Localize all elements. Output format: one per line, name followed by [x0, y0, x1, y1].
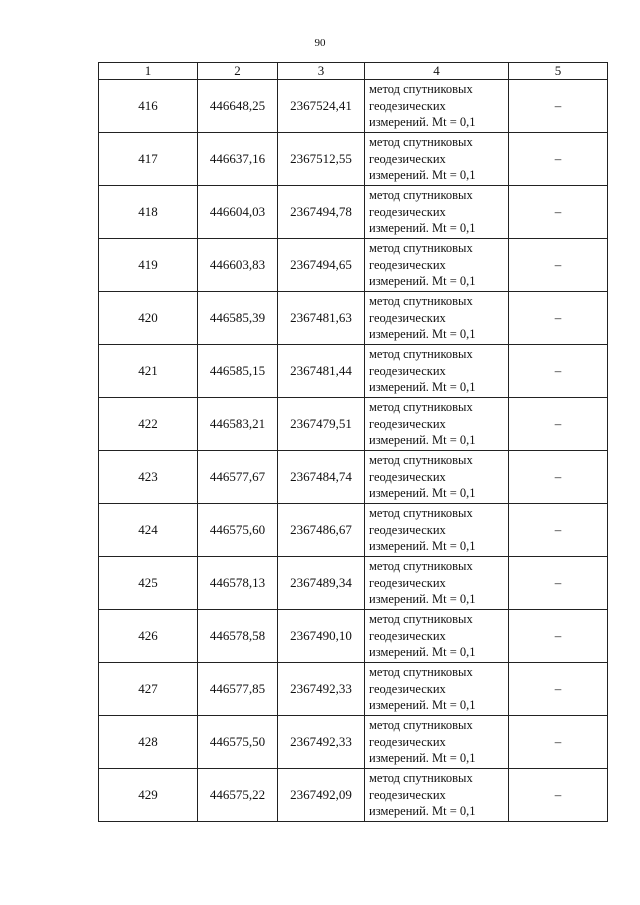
- method-line: измерений. Mt = 0,1: [369, 274, 476, 289]
- note-cell: –: [509, 345, 608, 398]
- y-coordinate-cell: 2367490,10: [278, 610, 365, 663]
- point-number-cell: 429: [99, 769, 198, 822]
- method-line: геодезических: [369, 787, 446, 802]
- y-coordinate-cell: 2367486,67: [278, 504, 365, 557]
- method-line: геодезических: [369, 310, 446, 325]
- method-line: метод спутниковых: [369, 82, 473, 97]
- method-line: геодезических: [369, 522, 446, 537]
- table-row: [99, 504, 608, 557]
- table-row: [99, 663, 608, 716]
- column-header-1: 1: [99, 63, 198, 80]
- method-line: метод спутниковых: [369, 294, 473, 309]
- table-row: [99, 398, 608, 451]
- x-coordinate-cell: 446585,15: [198, 345, 278, 398]
- method-line: геодезических: [369, 151, 446, 166]
- method-cell: [365, 133, 509, 186]
- note-cell: –: [509, 133, 608, 186]
- method-cell: [365, 663, 509, 716]
- method-line: геодезических: [369, 416, 446, 431]
- method-cell: [365, 451, 509, 504]
- point-number-cell: 416: [99, 80, 198, 133]
- method-line: метод спутниковых: [369, 665, 473, 680]
- method-cell: [365, 504, 509, 557]
- method-line: измерений. Mt = 0,1: [369, 751, 476, 766]
- table-row: [99, 769, 608, 822]
- point-number-cell: 421: [99, 345, 198, 398]
- method-line: измерений. Mt = 0,1: [369, 486, 476, 501]
- method-cell: [365, 292, 509, 345]
- table-row: [99, 451, 608, 504]
- point-number-cell: 424: [99, 504, 198, 557]
- y-coordinate-cell: 2367492,33: [278, 716, 365, 769]
- note-cell: –: [509, 663, 608, 716]
- method-line: метод спутниковых: [369, 135, 473, 150]
- method-line: метод спутниковых: [369, 559, 473, 574]
- method-line: метод спутниковых: [369, 400, 473, 415]
- method-line: геодезических: [369, 469, 446, 484]
- x-coordinate-cell: 446578,58: [198, 610, 278, 663]
- method-line: геодезических: [369, 204, 446, 219]
- point-number-cell: 419: [99, 239, 198, 292]
- method-line: измерений. Mt = 0,1: [369, 221, 476, 236]
- method-cell: [365, 345, 509, 398]
- method-cell: [365, 80, 509, 133]
- method-cell: [365, 398, 509, 451]
- method-line: измерений. Mt = 0,1: [369, 698, 476, 713]
- point-number-cell: 428: [99, 716, 198, 769]
- x-coordinate-cell: 446603,83: [198, 239, 278, 292]
- table-row: [99, 80, 608, 133]
- method-line: метод спутниковых: [369, 612, 473, 627]
- method-line: геодезических: [369, 681, 446, 696]
- method-cell: [365, 239, 509, 292]
- x-coordinate-cell: 446585,39: [198, 292, 278, 345]
- method-line: метод спутниковых: [369, 718, 473, 733]
- x-coordinate-cell: 446648,25: [198, 80, 278, 133]
- column-header-2: 2: [198, 63, 278, 80]
- x-coordinate-cell: 446604,03: [198, 186, 278, 239]
- method-cell: [365, 610, 509, 663]
- table-row: [99, 186, 608, 239]
- y-coordinate-cell: 2367481,63: [278, 292, 365, 345]
- method-line: измерений. Mt = 0,1: [369, 592, 476, 607]
- coordinates-table: [98, 62, 608, 822]
- method-line: метод спутниковых: [369, 506, 473, 521]
- note-cell: –: [509, 80, 608, 133]
- point-number-cell: 425: [99, 557, 198, 610]
- note-cell: –: [509, 716, 608, 769]
- method-line: метод спутниковых: [369, 188, 473, 203]
- point-number-cell: 417: [99, 133, 198, 186]
- method-line: метод спутниковых: [369, 241, 473, 256]
- table-row: [99, 716, 608, 769]
- point-number-cell: 418: [99, 186, 198, 239]
- note-cell: –: [509, 557, 608, 610]
- method-line: измерений. Mt = 0,1: [369, 804, 476, 819]
- method-line: измерений. Mt = 0,1: [369, 433, 476, 448]
- method-cell: [365, 716, 509, 769]
- table-row: [99, 610, 608, 663]
- note-cell: –: [509, 398, 608, 451]
- method-cell: [365, 186, 509, 239]
- y-coordinate-cell: 2367484,74: [278, 451, 365, 504]
- page-number: 90: [314, 37, 326, 49]
- method-line: измерений. Mt = 0,1: [369, 380, 476, 395]
- column-header-4: 4: [365, 63, 509, 80]
- y-coordinate-cell: 2367494,65: [278, 239, 365, 292]
- method-line: измерений. Mt = 0,1: [369, 115, 476, 130]
- table-row: [99, 239, 608, 292]
- note-cell: –: [509, 186, 608, 239]
- method-line: геодезических: [369, 628, 446, 643]
- x-coordinate-cell: 446577,67: [198, 451, 278, 504]
- y-coordinate-cell: 2367479,51: [278, 398, 365, 451]
- method-line: измерений. Mt = 0,1: [369, 645, 476, 660]
- point-number-cell: 422: [99, 398, 198, 451]
- note-cell: –: [509, 769, 608, 822]
- table-row: [99, 292, 608, 345]
- method-line: геодезических: [369, 363, 446, 378]
- y-coordinate-cell: 2367524,41: [278, 80, 365, 133]
- note-cell: –: [509, 451, 608, 504]
- x-coordinate-cell: 446637,16: [198, 133, 278, 186]
- method-line: геодезических: [369, 734, 446, 749]
- point-number-cell: 426: [99, 610, 198, 663]
- note-cell: –: [509, 504, 608, 557]
- table-row: [99, 345, 608, 398]
- note-cell: –: [509, 610, 608, 663]
- y-coordinate-cell: 2367512,55: [278, 133, 365, 186]
- x-coordinate-cell: 446577,85: [198, 663, 278, 716]
- y-coordinate-cell: 2367494,78: [278, 186, 365, 239]
- y-coordinate-cell: 2367481,44: [278, 345, 365, 398]
- method-line: геодезических: [369, 98, 446, 113]
- x-coordinate-cell: 446575,22: [198, 769, 278, 822]
- y-coordinate-cell: 2367492,09: [278, 769, 365, 822]
- x-coordinate-cell: 446578,13: [198, 557, 278, 610]
- x-coordinate-cell: 446583,21: [198, 398, 278, 451]
- method-line: метод спутниковых: [369, 771, 473, 786]
- column-header-3: 3: [278, 63, 365, 80]
- table-header-row: [99, 63, 608, 80]
- column-header-5: 5: [509, 63, 608, 80]
- table-row: [99, 133, 608, 186]
- point-number-cell: 427: [99, 663, 198, 716]
- method-cell: [365, 557, 509, 610]
- x-coordinate-cell: 446575,50: [198, 716, 278, 769]
- method-line: измерений. Mt = 0,1: [369, 539, 476, 554]
- table-body: [99, 80, 608, 822]
- point-number-cell: 420: [99, 292, 198, 345]
- method-line: измерений. Mt = 0,1: [369, 168, 476, 183]
- x-coordinate-cell: 446575,60: [198, 504, 278, 557]
- note-cell: –: [509, 239, 608, 292]
- point-number-cell: 423: [99, 451, 198, 504]
- note-cell: –: [509, 292, 608, 345]
- table-row: [99, 557, 608, 610]
- y-coordinate-cell: 2367492,33: [278, 663, 365, 716]
- method-line: геодезических: [369, 257, 446, 272]
- method-line: метод спутниковых: [369, 347, 473, 362]
- method-cell: [365, 769, 509, 822]
- method-line: измерений. Mt = 0,1: [369, 327, 476, 342]
- method-line: геодезических: [369, 575, 446, 590]
- method-line: метод спутниковых: [369, 453, 473, 468]
- y-coordinate-cell: 2367489,34: [278, 557, 365, 610]
